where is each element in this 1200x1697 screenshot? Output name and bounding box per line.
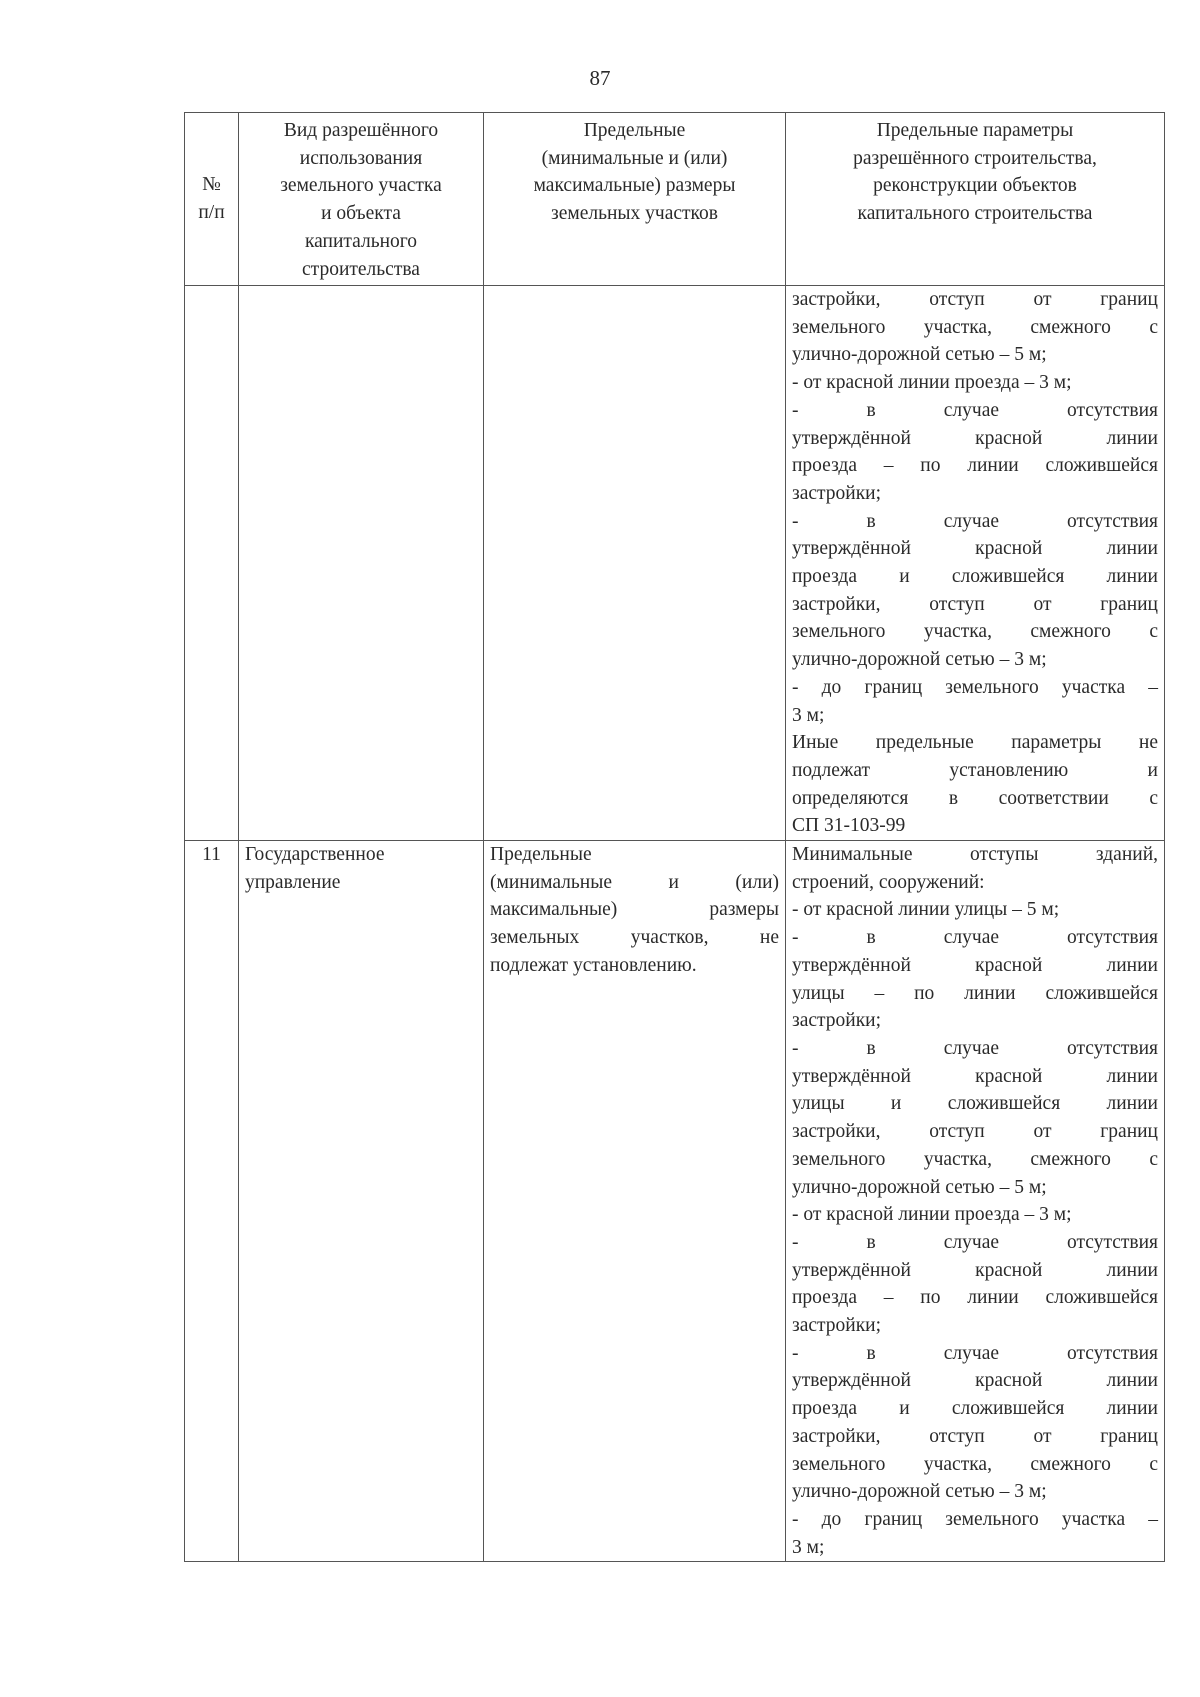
table-row-continuation (185, 286, 1165, 841)
cell-line: строений, сооружений: (792, 871, 985, 893)
row-number-cell: 11 (185, 841, 239, 1562)
cell-line: Иные предельные параметры не (792, 732, 1158, 754)
cell-line: - от красной линии проезда – 3 м; (792, 372, 1072, 394)
cell-line: проезда – по линии сложившейся (792, 1287, 1158, 1309)
cell-line: - от красной линии улицы – 5 м; (792, 899, 1060, 921)
cell-line: определяются в соответствии с (792, 787, 1158, 809)
cell-line: проезда и сложившейся линии (792, 1398, 1158, 1420)
cell-line: улично-дорожной сетью – 5 м; (792, 1176, 1047, 1198)
cell-line: земельного участка, смежного с (792, 1453, 1158, 1475)
cell-line: застройки, отступ от границ (792, 1121, 1158, 1143)
cell-line: земельного участка, смежного с (792, 1148, 1158, 1170)
header-permitted-use: Вид разрешённого использования земельного участка и объекта капитального строительства (239, 113, 484, 286)
cell-line: застройки; (792, 482, 882, 504)
cell-line: 3 м; (792, 704, 825, 726)
cell-line: улично-дорожной сетью – 3 м; (792, 649, 1047, 671)
cell-line: - в случае отсутствия (792, 927, 1158, 949)
cell-line: - в случае отсутствия (792, 1231, 1158, 1253)
header-number: № п/п (185, 113, 239, 286)
table-row-11 (185, 841, 1165, 1562)
cell-line: утверждённой красной линии (792, 427, 1158, 449)
cell-line: - в случае отсутствия (792, 399, 1158, 421)
cell-line: максимальные) размеры (490, 899, 779, 921)
cell-line: - до границ земельного участка – (792, 1508, 1158, 1530)
cell-line: улично-дорожной сетью – 3 м; (792, 1481, 1047, 1503)
row-number-cell (185, 286, 239, 841)
cell-line: застройки; (792, 1315, 882, 1337)
cell-line: 3 м; (792, 1536, 825, 1558)
row-params-cell (786, 841, 1165, 1562)
row-use-cell (239, 286, 484, 841)
cell-line: - в случае отсутствия (792, 1342, 1158, 1364)
cell-line: улицы и сложившейся линии (792, 1093, 1158, 1115)
header-construction-parameters: Предельные параметры разрешённого строительства, реконструкции объектов капитального строительства (786, 113, 1165, 286)
cell-line: утверждённой красной линии (792, 1065, 1158, 1087)
cell-line: Предельные (490, 844, 592, 866)
cell-line: - до границ земельного участка – (792, 676, 1158, 698)
cell-line: СП 31-103-99 (792, 815, 906, 837)
cell-line: застройки, отступ от границ (792, 1425, 1158, 1447)
cell-line: Минимальные отступы зданий, (792, 844, 1158, 866)
cell-line: подлежат установлению и (792, 759, 1158, 781)
cell-line: - от красной линии проезда – 3 м; (792, 1204, 1072, 1226)
cell-line: земельных участков, не (490, 927, 779, 949)
page-number: 87 (589, 66, 611, 90)
row-params-cell (786, 286, 1165, 841)
zoning-parameters-table (184, 112, 1165, 1562)
cell-line: земельного участка, смежного с (792, 316, 1158, 338)
cell-line: проезда и сложившейся линии (792, 566, 1158, 588)
header-plot-sizes: Предельные (минимальные и (или) максимальные) размеры земельных участков (484, 113, 786, 286)
cell-line: утверждённой красной линии (792, 954, 1158, 976)
cell-line: улично-дорожной сетью – 5 м; (792, 344, 1047, 366)
cell-line: проезда – по линии сложившейся (792, 455, 1158, 477)
table-header-row (185, 113, 1165, 286)
cell-line: застройки, отступ от границ (792, 593, 1158, 615)
row-use-cell: Государственное управление (239, 841, 484, 1562)
cell-line: застройки; (792, 1010, 882, 1032)
cell-line: утверждённой красной линии (792, 1259, 1158, 1281)
cell-line: утверждённой красной линии (792, 1370, 1158, 1392)
cell-line: застройки, отступ от границ (792, 289, 1158, 310)
cell-line: земельного участка, смежного с (792, 621, 1158, 643)
row-sizes-cell (484, 841, 786, 1562)
cell-line: подлежат установлению. (490, 954, 697, 976)
cell-line: - в случае отсутствия (792, 1037, 1158, 1059)
cell-line: - в случае отсутствия (792, 510, 1158, 532)
cell-line: улицы – по линии сложившейся (792, 982, 1158, 1004)
row-sizes-cell (484, 286, 786, 841)
cell-line: утверждённой красной линии (792, 538, 1158, 560)
cell-line: (минимальные и (или) (490, 871, 779, 893)
